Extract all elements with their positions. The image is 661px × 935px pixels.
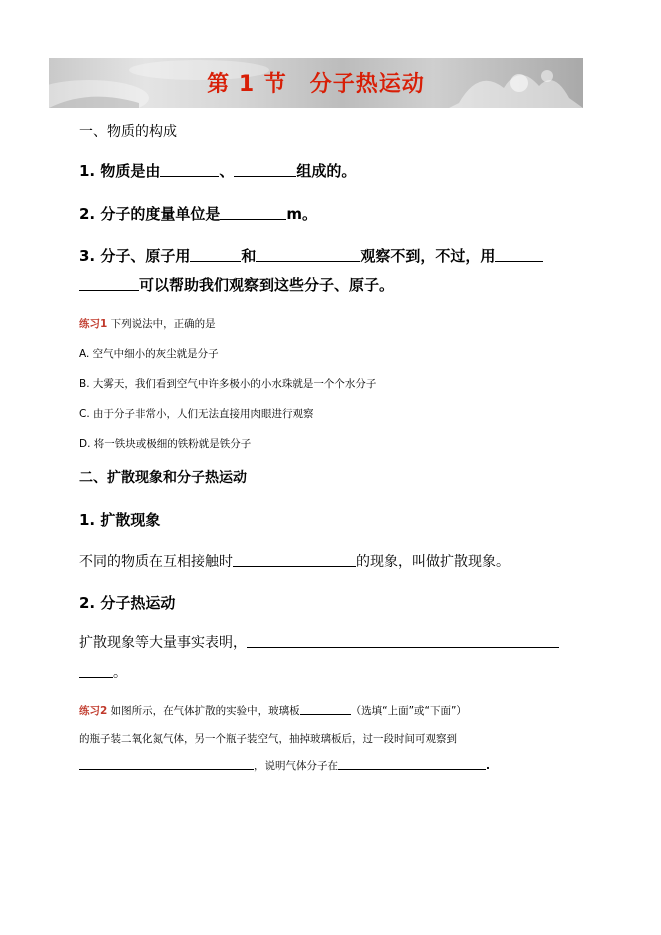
q3-text-pre: 分子、原子用 <box>100 247 191 265</box>
q1-text-pre: 物质是由 <box>100 162 161 180</box>
question-3-cont <box>79 274 394 295</box>
q1-blank-1[interactable] <box>160 175 219 177</box>
thermal-blank[interactable] <box>247 646 559 648</box>
thermal-text-post: 。 <box>113 665 127 681</box>
option-b: B. 大雾天，我们看到空气中许多极小的小水珠就是一个个水分子 <box>79 378 377 390</box>
thermal-text-pre: 扩散现象等大量事实表明， <box>79 635 247 651</box>
q3-text-post: 可以帮助我们观察到这些分子、原子。 <box>139 276 395 294</box>
exercise-2-blank-2[interactable] <box>79 768 254 770</box>
exercise-2-text-3-end: . <box>486 760 490 772</box>
exercise-2-blank-3[interactable] <box>338 768 486 770</box>
exercise-2-text-1: 如图所示，在气体扩散的实验中，玻璃板 <box>110 705 300 717</box>
q2-blank[interactable] <box>220 218 286 220</box>
exercise-2-text-3: ，说明气体分子在 <box>254 760 338 772</box>
q2-text-post: m。 <box>286 205 318 223</box>
q1-number: 1. <box>79 162 96 180</box>
q1-text-post: 组成的。 <box>296 162 357 180</box>
q3-blank-3[interactable] <box>495 260 543 262</box>
option-d: D. 将一铁块或极细的铁粉就是铁分子 <box>79 438 252 450</box>
diffusion-definition <box>79 551 510 571</box>
option-a: A. 空气中细小的灰尘就是分子 <box>79 348 219 360</box>
subsection-diffusion-title: 1. 扩散现象 <box>79 511 161 529</box>
page-title: 第 1 节 分子热运动 <box>207 72 425 97</box>
section1-heading: 一、物质的构成 <box>79 124 177 140</box>
exercise-1-label: 练习1 <box>79 318 108 330</box>
q3-blank-3-cont[interactable] <box>79 289 139 291</box>
q2-number: 2. <box>79 205 96 223</box>
diffusion-blank[interactable] <box>233 565 356 567</box>
question-2 <box>79 203 317 224</box>
exercise-2-line-1 <box>79 703 467 718</box>
q3-blank-2[interactable] <box>256 260 360 262</box>
exercise-2-line-3 <box>79 758 490 773</box>
title-banner <box>49 58 583 108</box>
thermal-blank-cont[interactable] <box>79 676 113 678</box>
diffusion-text-post: 的现象，叫做扩散现象。 <box>356 554 510 570</box>
exercise-2-blank-1[interactable] <box>300 713 351 715</box>
q1-separator: 、 <box>219 162 235 180</box>
q3-blank-1[interactable] <box>190 260 241 262</box>
thermal-motion-statement-cont <box>79 662 127 682</box>
q3-number: 3. <box>79 247 96 265</box>
q1-blank-2[interactable] <box>234 175 296 177</box>
exercise-1-question <box>79 316 216 331</box>
exercise-2-label: 练习2 <box>79 705 108 717</box>
question-1 <box>79 160 356 181</box>
diffusion-text-pre: 不同的物质在互相接触时 <box>79 554 233 570</box>
exercise-2-line-2: 的瓶子装二氧化氮气体，另一个瓶子装空气，抽掉玻璃板后，过一段时间可观察到 <box>79 733 457 745</box>
thermal-motion-statement <box>79 632 559 652</box>
question-3 <box>79 245 543 266</box>
section2-heading: 二、扩散现象和分子热运动 <box>79 470 247 486</box>
q2-text-pre: 分子的度量单位是 <box>100 205 221 223</box>
exercise-2-text-1-post: （选填“上面”或“下面”） <box>350 705 467 717</box>
exercise-1-text: 下列说法中，正确的是 <box>110 318 216 330</box>
q3-text-and: 和 <box>241 247 257 265</box>
option-c: C. 由于分子非常小，人们无法直接用肉眼进行观察 <box>79 408 314 420</box>
subsection-thermal-motion-title: 2. 分子热运动 <box>79 594 176 612</box>
q3-text-mid: 观察不到，不过，用 <box>360 247 496 265</box>
